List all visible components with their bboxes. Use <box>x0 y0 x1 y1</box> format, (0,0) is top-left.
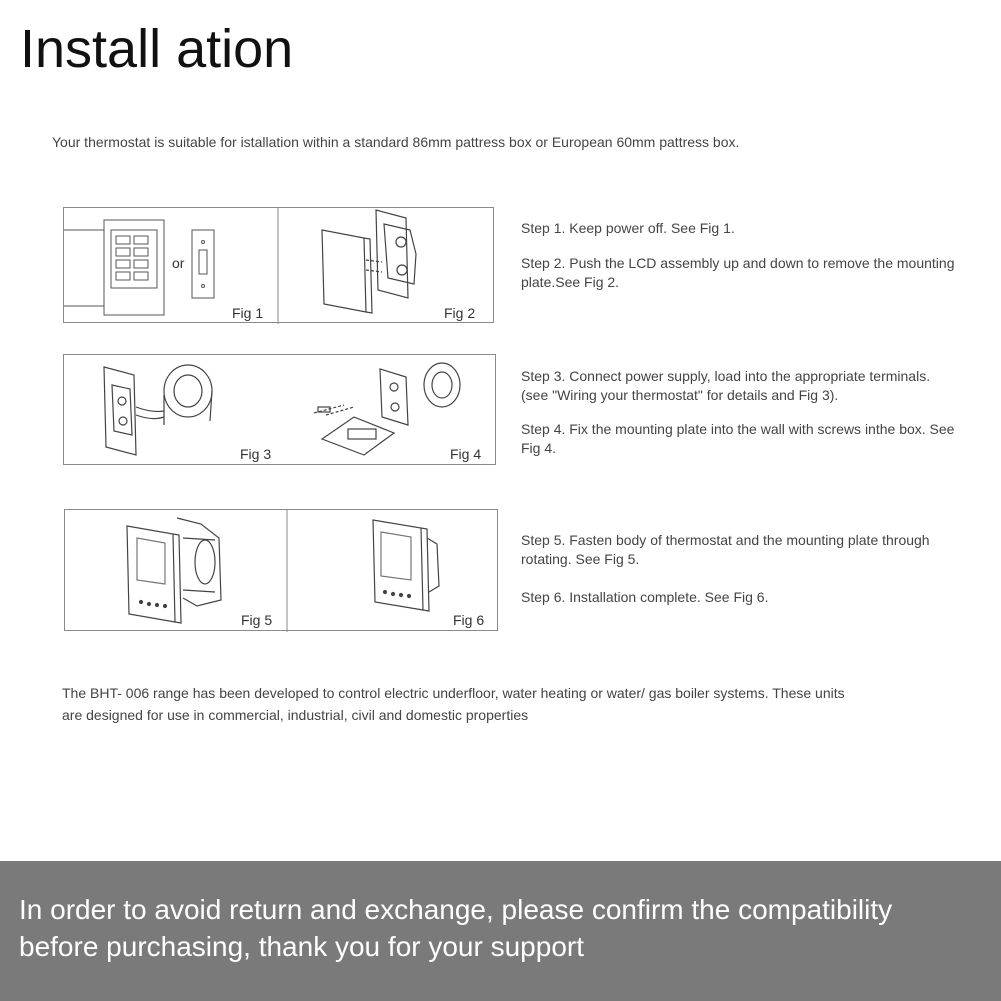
installation-complete-drawing <box>373 520 439 611</box>
step-2-text: Step 2. Push the LCD assembly up and down to remove the mounting plate.See Fig 2. <box>521 255 955 290</box>
step-1-text: Step 1. Keep power off. See Fig 1. <box>521 220 735 236</box>
fig2-label: Fig 2 <box>444 305 476 321</box>
figure-panel-5-6 <box>64 509 498 631</box>
figure-panel-3-4 <box>63 354 496 465</box>
intro-text: Your thermostat is suitable for istallation within a standard 86mm pattress box or European 60mm pattress box. <box>52 134 740 150</box>
page-title: Install ation <box>20 19 294 79</box>
product-description <box>62 682 845 726</box>
description-line-1: The BHT- 006 range has been developed to control electric underfloor, water heating or water/ gas boiler systems. These units <box>62 685 845 701</box>
banner-line-2: before purchasing, thank you for your support <box>19 931 585 962</box>
fasten-body-drawing <box>127 518 221 623</box>
wiring-drawing <box>104 365 212 455</box>
breaker-panel-drawing <box>64 220 214 315</box>
fig5-label: Fig 5 <box>241 612 273 628</box>
description-line-2: are designed for use in commercial, industrial, civil and domestic properties <box>62 707 529 723</box>
step-5-text: Step 5. Fasten body of thermostat and the mounting plate through rotating. See Fig 5. <box>521 532 930 567</box>
step-3-text: Step 3. Connect power supply, load into the appropriate terminals. (see "Wiring your thermostat" for details and Fig 3). <box>521 368 931 403</box>
figure-panel-1-2 <box>63 207 494 323</box>
banner-text <box>19 891 981 965</box>
banner-line-1: In order to avoid return and exchange, please confirm the compatibility <box>19 894 893 925</box>
fig4-label: Fig 4 <box>450 446 482 462</box>
fig3-fig4-illustration <box>64 355 497 466</box>
lcd-assembly-drawing <box>322 210 416 313</box>
mounting-drawing <box>314 363 460 455</box>
fig1-label: Fig 1 <box>232 305 264 321</box>
compatibility-banner <box>0 861 1001 1001</box>
fig1-fig2-illustration <box>64 208 495 324</box>
fig5-fig6-illustration <box>65 510 499 632</box>
or-label: or <box>172 255 185 271</box>
step-4-text: Step 4. Fix the mounting plate into the wall with screws inthe box. See Fig 4. <box>521 421 955 456</box>
fig3-label: Fig 3 <box>240 446 272 462</box>
step-6-text: Step 6. Installation complete. See Fig 6. <box>521 589 769 605</box>
fig6-label: Fig 6 <box>453 612 485 628</box>
